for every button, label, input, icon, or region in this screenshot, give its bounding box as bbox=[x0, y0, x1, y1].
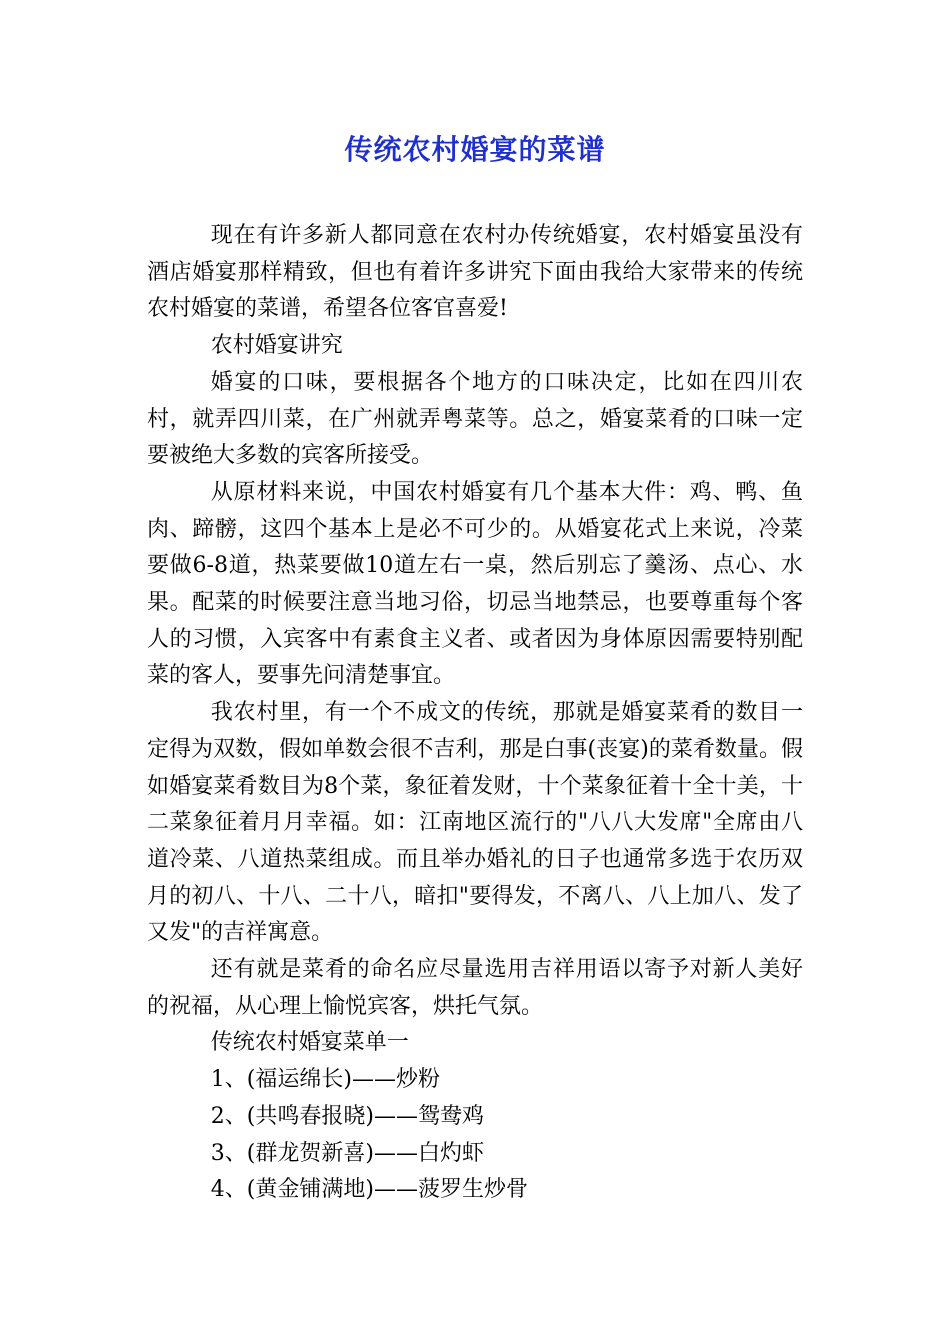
document-title: 传统农村婚宴的菜谱 bbox=[344, 133, 606, 166]
paragraph-naming: 还有就是菜肴的命名应尽量选用吉祥用语以寄予对新人美好的祝福，从心理上愉悦宾客，烘托气氛。 bbox=[147, 957, 803, 1019]
document-body bbox=[147, 218, 803, 1209]
menu-item: 1、(福运绵长)——炒粉 bbox=[210, 1067, 440, 1093]
section-heading-customs: 农村婚宴讲究 bbox=[210, 333, 343, 359]
menu-item: 3、(群龙贺新喜)——白灼虾 bbox=[210, 1140, 484, 1166]
paragraph-tradition: 我农村里，有一个不成文的传统，那就是婚宴菜肴的数目一定得为双数，假如单数会很不吉利，那是白事(丧宴)的菜肴数量。假如婚宴菜肴数目为8个菜，象征着发财，十个菜象征着十全十美，十二菜象征着月月幸福。如：江南地区流行的"八八大发席"全席由八道冷菜、八道热菜组成。而且举办婚礼的日子也通常多选于农历双月的初八、十八、二十八，暗扣"要得发，不离八、八上加八、发了又发"的吉祥寓意。 bbox=[147, 700, 803, 946]
menu-item: 4、(黄金铺满地)——菠罗生炒骨 bbox=[210, 1177, 528, 1203]
menu-item: 2、(共鸣春报晓)——鸳鸯鸡 bbox=[210, 1103, 484, 1129]
paragraph-taste: 婚宴的口味，要根据各个地方的口味决定，比如在四川农村，就弄四川菜，在广州就弄粤菜等。总之，婚宴菜肴的口味一定要被绝大多数的宾客所接受。 bbox=[147, 369, 803, 469]
section-heading-menu-one: 传统农村婚宴菜单一 bbox=[210, 1030, 409, 1056]
intro-paragraph: 现在有许多新人都同意在农村办传统婚宴，农村婚宴虽没有酒店婚宴那样精致，但也有着许多讲究下面由我给大家带来的传统农村婚宴的菜谱，希望各位客官喜爱! bbox=[147, 223, 803, 322]
paragraph-ingredients: 从原材料来说，中国农村婚宴有几个基本大件：鸡、鸭、鱼肉、蹄髈，这四个基本上是必不可少的。从婚宴花式上来说，冷菜要做6-8道，热菜要做10道左右一桌，然后别忘了羹汤、点心、水果。配菜的时候要注意当地习俗，切忌当地禁忌，也要尊重每个客人的习惯，入宾客中有素食主义者、或者因为身体原因需要特别配菜的客人，要事先问清楚事宜。 bbox=[147, 479, 803, 689]
